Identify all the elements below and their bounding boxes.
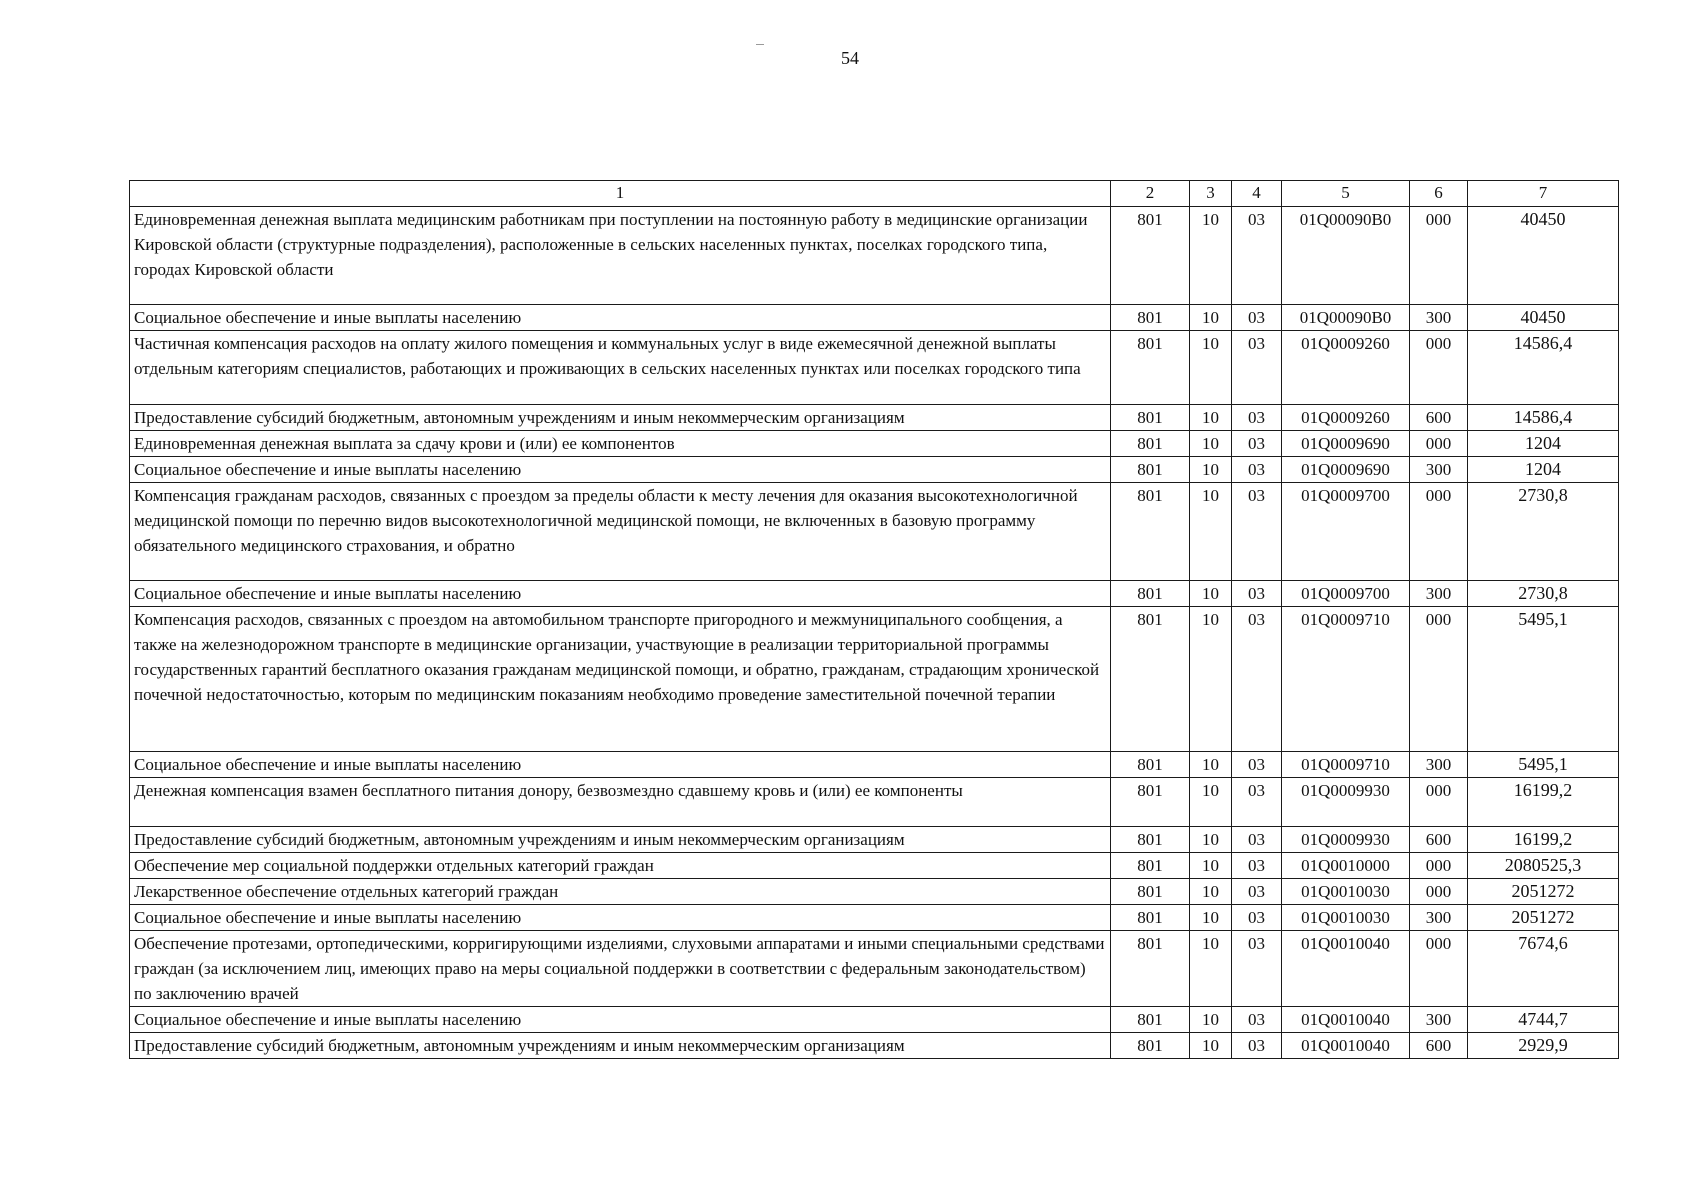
table-row (130, 778, 1619, 827)
header-row (130, 181, 1619, 207)
row-expense-type-code: 300 (1410, 905, 1468, 931)
row-ministry-code: 801 (1111, 905, 1190, 931)
table-row (130, 457, 1619, 483)
row-expense-type-code: 300 (1410, 305, 1468, 331)
table-row (130, 607, 1619, 752)
row-target-code: 01Q0009690 (1282, 431, 1410, 457)
row-ministry-code: 801 (1111, 931, 1190, 1007)
row-expense-type-code: 000 (1410, 431, 1468, 457)
row-description: Социальное обеспечение и иные выплаты населению (130, 581, 1111, 607)
row-subsection-code: 03 (1232, 431, 1282, 457)
row-description: Единовременная денежная выплата медицинским работникам при поступлении на постоянную работу в медицинские организации Кировской области (структурные подразделения), расположенные в сельских населенных пунктах, поселках городского типа, городах Кировской области (130, 207, 1111, 305)
table-row (130, 931, 1619, 1007)
row-target-code: 01Q0009260 (1282, 405, 1410, 431)
row-section-code: 10 (1190, 305, 1232, 331)
row-target-code: 01Q0009260 (1282, 331, 1410, 405)
row-section-code: 10 (1190, 931, 1232, 1007)
row-section-code: 10 (1190, 853, 1232, 879)
row-section-code: 10 (1190, 457, 1232, 483)
row-expense-type-code: 000 (1410, 879, 1468, 905)
row-section-code: 10 (1190, 905, 1232, 931)
table-row (130, 879, 1619, 905)
row-expense-type-code: 600 (1410, 405, 1468, 431)
row-ministry-code: 801 (1111, 1007, 1190, 1033)
row-target-code: 01Q0010040 (1282, 1033, 1410, 1059)
row-expense-type-code: 000 (1410, 778, 1468, 827)
row-subsection-code: 03 (1232, 778, 1282, 827)
row-amount: 1204 (1468, 457, 1619, 483)
row-description: Единовременная денежная выплата за сдачу крови и (или) ее компонентов (130, 431, 1111, 457)
row-subsection-code: 03 (1232, 331, 1282, 405)
row-section-code: 10 (1190, 207, 1232, 305)
row-subsection-code: 03 (1232, 827, 1282, 853)
page-number: 54 (841, 48, 859, 68)
row-description: Денежная компенсация взамен бесплатного питания донору, безвозмездно сдавшему кровь и (или) ее компоненты (130, 778, 1111, 827)
row-amount: 7674,6 (1468, 931, 1619, 1007)
row-section-code: 10 (1190, 483, 1232, 581)
row-target-code: 01Q0010030 (1282, 879, 1410, 905)
row-subsection-code: 03 (1232, 853, 1282, 879)
row-ministry-code: 801 (1111, 483, 1190, 581)
row-target-code: 01Q0010000 (1282, 853, 1410, 879)
row-subsection-code: 03 (1232, 305, 1282, 331)
row-description: Предоставление субсидий бюджетным, автономным учреждениям и иным некоммерческим организациям (130, 827, 1111, 853)
column-header-section: 3 (1190, 181, 1232, 207)
row-section-code: 10 (1190, 1033, 1232, 1059)
row-section-code: 10 (1190, 405, 1232, 431)
table-row (130, 581, 1619, 607)
row-ministry-code: 801 (1111, 457, 1190, 483)
row-subsection-code: 03 (1232, 905, 1282, 931)
row-expense-type-code: 000 (1410, 853, 1468, 879)
row-expense-type-code: 300 (1410, 581, 1468, 607)
page-scan-mark (756, 44, 764, 45)
row-expense-type-code: 000 (1410, 607, 1468, 752)
row-expense-type-code: 000 (1410, 331, 1468, 405)
row-ministry-code: 801 (1111, 752, 1190, 778)
row-amount: 2080525,3 (1468, 853, 1619, 879)
row-amount: 40450 (1468, 207, 1619, 305)
row-target-code: 01Q0009930 (1282, 827, 1410, 853)
row-expense-type-code: 600 (1410, 827, 1468, 853)
row-description: Обеспечение протезами, ортопедическими, корригирующими изделиями, слуховыми аппаратами и иными специальными средствами граждан (за исключением лиц, имеющих право на меры социальной поддержки в соответствии с федеральным законодательством) по заключению врачей (130, 931, 1111, 1007)
row-amount: 1204 (1468, 431, 1619, 457)
row-target-code: 01Q0010040 (1282, 1007, 1410, 1033)
row-expense-type-code: 000 (1410, 207, 1468, 305)
row-target-code: 01Q00090B0 (1282, 305, 1410, 331)
column-header-subsection: 4 (1232, 181, 1282, 207)
row-subsection-code: 03 (1232, 1033, 1282, 1059)
row-description: Предоставление субсидий бюджетным, автономным учреждениям и иным некоммерческим организациям (130, 1033, 1111, 1059)
row-description: Социальное обеспечение и иные выплаты населению (130, 305, 1111, 331)
row-amount: 2730,8 (1468, 581, 1619, 607)
row-target-code: 01Q0009710 (1282, 752, 1410, 778)
row-expense-type-code: 300 (1410, 1007, 1468, 1033)
row-subsection-code: 03 (1232, 1007, 1282, 1033)
column-header-description: 1 (130, 181, 1111, 207)
row-amount: 14586,4 (1468, 331, 1619, 405)
row-amount: 5495,1 (1468, 607, 1619, 752)
row-expense-type-code: 000 (1410, 931, 1468, 1007)
column-header-amount: 7 (1468, 181, 1619, 207)
table-row (130, 331, 1619, 405)
row-target-code: 01Q0010030 (1282, 905, 1410, 931)
table-row (130, 905, 1619, 931)
row-ministry-code: 801 (1111, 207, 1190, 305)
table-row (130, 305, 1619, 331)
row-description: Социальное обеспечение и иные выплаты населению (130, 457, 1111, 483)
row-expense-type-code: 000 (1410, 483, 1468, 581)
row-ministry-code: 801 (1111, 827, 1190, 853)
row-description: Социальное обеспечение и иные выплаты населению (130, 752, 1111, 778)
row-ministry-code: 801 (1111, 331, 1190, 405)
row-amount: 5495,1 (1468, 752, 1619, 778)
row-target-code: 01Q0009700 (1282, 581, 1410, 607)
row-ministry-code: 801 (1111, 431, 1190, 457)
row-section-code: 10 (1190, 879, 1232, 905)
row-target-code: 01Q0009700 (1282, 483, 1410, 581)
row-ministry-code: 801 (1111, 1033, 1190, 1059)
row-subsection-code: 03 (1232, 879, 1282, 905)
table-body (130, 207, 1619, 1059)
row-description: Социальное обеспечение и иные выплаты населению (130, 1007, 1111, 1033)
row-section-code: 10 (1190, 778, 1232, 827)
row-amount: 4744,7 (1468, 1007, 1619, 1033)
row-section-code: 10 (1190, 581, 1232, 607)
row-ministry-code: 801 (1111, 879, 1190, 905)
row-ministry-code: 801 (1111, 405, 1190, 431)
table-row (130, 207, 1619, 305)
row-amount: 40450 (1468, 305, 1619, 331)
row-target-code: 01Q00090B0 (1282, 207, 1410, 305)
row-target-code: 01Q0009690 (1282, 457, 1410, 483)
table-row (130, 827, 1619, 853)
column-header-ministry: 2 (1111, 181, 1190, 207)
row-target-code: 01Q0010040 (1282, 931, 1410, 1007)
table-row (130, 1033, 1619, 1059)
row-section-code: 10 (1190, 607, 1232, 752)
row-description: Социальное обеспечение и иные выплаты населению (130, 905, 1111, 931)
row-description: Предоставление субсидий бюджетным, автономным учреждениям и иным некоммерческим организациям (130, 405, 1111, 431)
row-subsection-code: 03 (1232, 405, 1282, 431)
row-target-code: 01Q0009930 (1282, 778, 1410, 827)
row-section-code: 10 (1190, 1007, 1232, 1033)
table-row (130, 483, 1619, 581)
row-amount: 16199,2 (1468, 778, 1619, 827)
row-amount: 14586,4 (1468, 405, 1619, 431)
row-description: Компенсация расходов, связанных с проездом на автомобильном транспорте пригородного и межмуниципального сообщения, а также на железнодорожном транспорте в медицинские организации, участвующие в реализации территориальной программы государственных гарантий бесплатного оказания гражданам медицинской помощи, и обратно, гражданам, страдающим хронической почечной недостаточностью, которым по медицинским показаниям необходимо проведение заместительной почечной терапии (130, 607, 1111, 752)
row-section-code: 10 (1190, 431, 1232, 457)
row-subsection-code: 03 (1232, 581, 1282, 607)
table-header (130, 181, 1619, 207)
table-row (130, 752, 1619, 778)
row-target-code: 01Q0009710 (1282, 607, 1410, 752)
table-row (130, 1007, 1619, 1033)
row-ministry-code: 801 (1111, 778, 1190, 827)
row-subsection-code: 03 (1232, 457, 1282, 483)
column-header-expense-type: 6 (1410, 181, 1468, 207)
row-description: Частичная компенсация расходов на оплату жилого помещения и коммунальных услуг в виде ежемесячной денежной выплаты отдельным категориям специалистов, работающих и проживающих в сельских населенных пунктах или поселках городского типа (130, 331, 1111, 405)
row-ministry-code: 801 (1111, 853, 1190, 879)
row-section-code: 10 (1190, 752, 1232, 778)
table-row (130, 853, 1619, 879)
row-subsection-code: 03 (1232, 207, 1282, 305)
row-expense-type-code: 300 (1410, 457, 1468, 483)
row-amount: 2051272 (1468, 905, 1619, 931)
row-amount: 16199,2 (1468, 827, 1619, 853)
row-ministry-code: 801 (1111, 305, 1190, 331)
row-ministry-code: 801 (1111, 607, 1190, 752)
row-amount: 2730,8 (1468, 483, 1619, 581)
row-description: Лекарственное обеспечение отдельных категорий граждан (130, 879, 1111, 905)
budget-table (129, 180, 1619, 1059)
row-expense-type-code: 300 (1410, 752, 1468, 778)
row-description: Компенсация гражданам расходов, связанных с проездом за пределы области к месту лечения для оказания высокотехнологичной медицинской помощи по перечню видов высокотехнологичной медицинской помощи, не включенных в базовую программу обязательного медицинского страхования, и обратно (130, 483, 1111, 581)
column-header-target: 5 (1282, 181, 1410, 207)
table-row (130, 431, 1619, 457)
table-row (130, 405, 1619, 431)
row-subsection-code: 03 (1232, 931, 1282, 1007)
row-amount: 2929,9 (1468, 1033, 1619, 1059)
row-description: Обеспечение мер социальной поддержки отдельных категорий граждан (130, 853, 1111, 879)
row-section-code: 10 (1190, 827, 1232, 853)
row-ministry-code: 801 (1111, 581, 1190, 607)
row-amount: 2051272 (1468, 879, 1619, 905)
row-expense-type-code: 600 (1410, 1033, 1468, 1059)
row-subsection-code: 03 (1232, 752, 1282, 778)
row-subsection-code: 03 (1232, 483, 1282, 581)
row-section-code: 10 (1190, 331, 1232, 405)
row-subsection-code: 03 (1232, 607, 1282, 752)
